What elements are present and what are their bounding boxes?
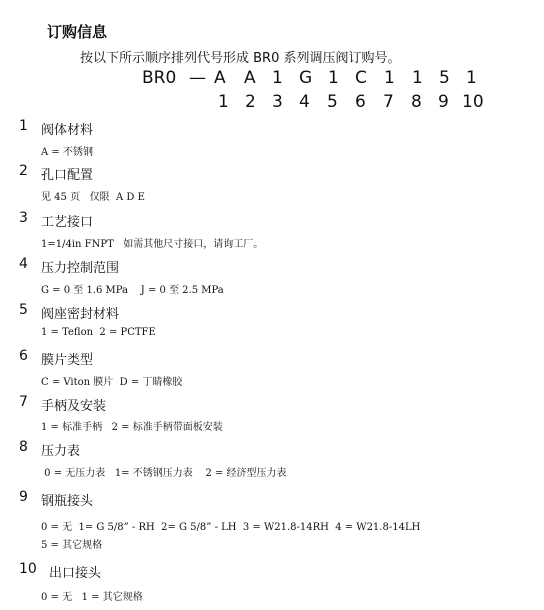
code-letter: 1 <box>328 68 339 88</box>
section-number: 1 <box>19 118 28 134</box>
section-detail: 0 = 无 1= G 5/8” - RH 2= G 5/8” - LH 3 = W21.8-14RH 4 = W21.8-14LH <box>41 522 421 533</box>
section-number: 7 <box>19 394 28 410</box>
section-title: 压力控制范围 <box>41 261 120 276</box>
position-number: 2 <box>245 92 256 112</box>
section-number: 3 <box>19 210 28 226</box>
section-number: 9 <box>19 489 28 505</box>
position-number: 9 <box>438 92 449 112</box>
section-detail: 1 = Teflon 2 = PCTFE <box>41 327 156 338</box>
code-letter: 1 <box>272 68 283 88</box>
section-number: 10 <box>19 561 37 577</box>
section-title: 孔口配置 <box>41 168 94 183</box>
code-letter: A <box>214 68 226 88</box>
position-number: 4 <box>299 92 310 112</box>
section-detail: G = 0 至 1.6 MPa J = 0 至 2.5 MPa <box>41 285 224 296</box>
code-letter: 1 <box>384 68 395 88</box>
section-title: 手柄及安装 <box>41 399 107 414</box>
position-number: 10 <box>462 92 484 112</box>
section-detail: 0 = 无压力表 1= 不锈钢压力表 2 = 经济型压力表 <box>41 468 287 479</box>
code-letter: C <box>355 68 367 88</box>
section-title: 阀体材料 <box>41 123 94 138</box>
code-letter: 1 <box>412 68 423 88</box>
page-title: 订购信息 <box>47 23 108 41</box>
intro-text: 按以下所示顺序排列代号形成 BR0 系列调压阀订购号。 <box>80 51 401 66</box>
code-dash: — <box>189 68 206 88</box>
section-detail: A = 不锈钢 <box>41 147 93 158</box>
section-title: 工艺接口 <box>41 215 94 230</box>
position-number: 6 <box>355 92 366 112</box>
section-title: 钢瓶接头 <box>41 494 94 509</box>
section-detail: C = Viton 膜片 D = 丁睛橡胶 <box>41 377 183 388</box>
section-number: 2 <box>19 163 28 179</box>
code-letter: 5 <box>439 68 450 88</box>
section-number: 8 <box>19 439 28 455</box>
section-title: 阀座密封材料 <box>41 307 120 322</box>
section-detail: 1=1/4in FNPT 如需其他尺寸接口，请询工厂。 <box>41 239 264 250</box>
position-number: 5 <box>327 92 338 112</box>
code-letter: G <box>299 68 313 88</box>
position-number: 7 <box>383 92 394 112</box>
section-number: 5 <box>19 302 28 318</box>
section-title: 膜片类型 <box>41 353 94 368</box>
position-number: 3 <box>272 92 283 112</box>
section-number: 6 <box>19 348 28 364</box>
section-detail: 1 = 标准手柄 2 = 标准手柄带面板安装 <box>41 422 223 433</box>
section-number: 4 <box>19 256 28 272</box>
code-prefix: BR0 <box>142 68 177 88</box>
section-title: 压力表 <box>41 444 81 459</box>
code-letter: 1 <box>466 68 477 88</box>
code-letter: A <box>244 68 256 88</box>
position-number: 8 <box>411 92 422 112</box>
section-detail: 见 45 页 仅限 A D E <box>41 192 145 203</box>
section-title: 出口接头 <box>49 566 102 581</box>
section-detail: 0 = 无 1 = 其它规格 <box>41 592 143 603</box>
position-number: 1 <box>218 92 229 112</box>
section-detail: 5 = 其它规格 <box>41 540 103 551</box>
